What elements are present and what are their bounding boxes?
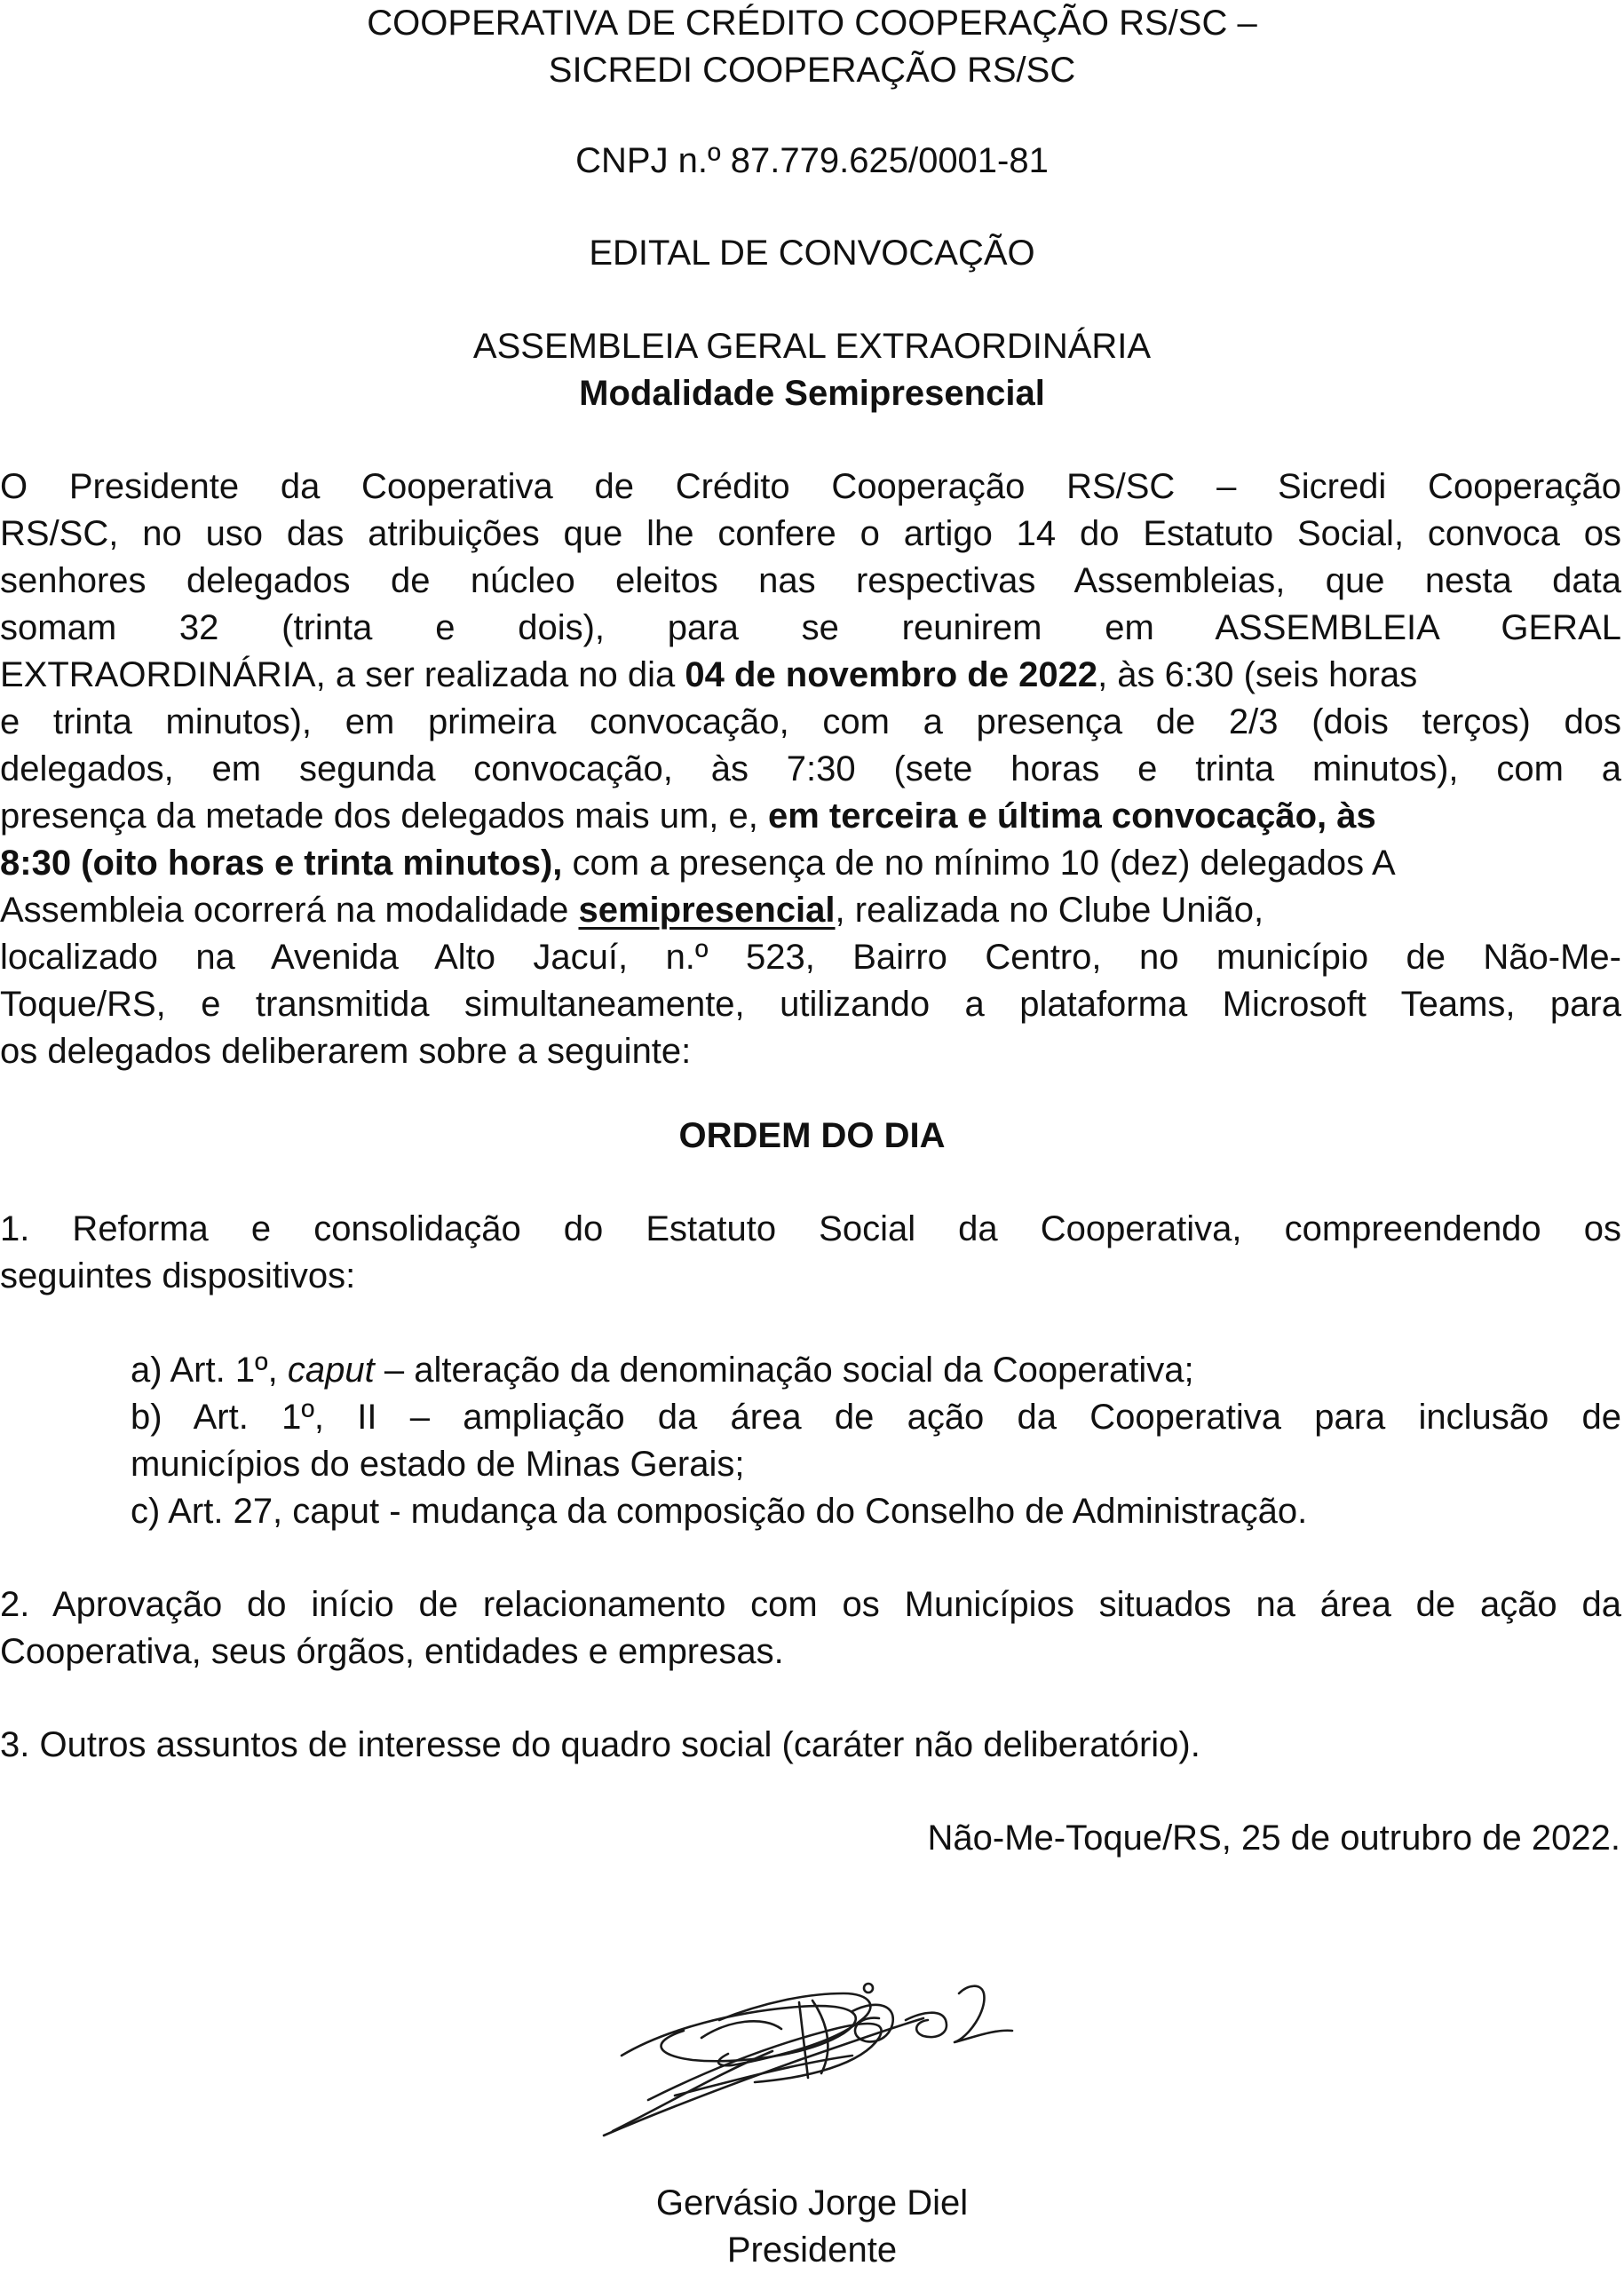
body-line: delegados, em segunda convocação, às 7:30 (sete horas e trinta minutos), com a — [0, 749, 1621, 788]
edital-title: EDITAL DE CONVOCAÇÃO — [589, 234, 1035, 273]
body-line: Toque/RS, e transmitida simultaneamente, utilizando a plataforma Microsoft Teams, para — [0, 985, 1621, 1024]
place-date: Não-Me-Toque/RS, 25 de outrubro de 2022. — [927, 1818, 1620, 1858]
subitem-c: c) Art. 27, caput - mudança da composição do Conselho de Administração. — [131, 1492, 1308, 1531]
subitem-b-cont: municípios do estado de Minas Gerais; — [131, 1445, 745, 1484]
body-line: localizado na Avenida Alto Jacuí, n.º 523, Bairro Centro, no município de Não-Me- — [0, 938, 1621, 977]
subitem-a — [131, 1347, 1194, 1394]
third-call-text: em terceira e última convocação, às — [767, 796, 1376, 836]
signatory-name: Gervásio Jorge Diel — [655, 2183, 969, 2222]
body-line — [0, 793, 1376, 840]
third-call-time: 8:30 (oito horas e trinta minutos), — [0, 844, 563, 883]
meeting-date: 04 de novembro de 2022 — [685, 655, 1098, 694]
body-text: com a presença de no mínimo 10 (dez) delegados A — [562, 844, 1396, 883]
body-text: Assembleia ocorrerá na modalidade — [0, 891, 579, 930]
body-line — [0, 887, 1264, 934]
body-line: somam 32 (trinta e dois), para se reunirem em ASSEMBLEIA GERAL — [0, 608, 1621, 647]
body-text: EXTRAORDINÁRIA, a ser realizada no dia — [0, 655, 685, 694]
body-text: , realizada no Clube União, — [835, 891, 1264, 930]
body-line — [0, 840, 1396, 887]
modalidade-title: Modalidade Semipresencial — [579, 374, 1045, 413]
body-line: e trinta minutos), em primeira convocação, com a presença de 2/3 (dois terços) dos — [0, 702, 1621, 741]
body-line: O Presidente da Cooperativa de Crédito Cooperação RS/SC – Sicredi Cooperação — [0, 467, 1621, 506]
body-line: os delegados deliberarem sobre a seguinte: — [0, 1032, 692, 1071]
signatory-role: Presidente — [726, 2230, 898, 2270]
body-line: RS/SC, no uso das atribuições que lhe confere o artigo 14 do Estatuto Social, convoca os — [0, 514, 1621, 553]
body-text: , às 6:30 (seis horas — [1097, 655, 1418, 694]
handwritten-signature — [586, 1967, 1083, 2144]
modality-emphasis: semipresencial — [578, 891, 836, 930]
agenda-item-2: 2. Aprovação do início de relacionamento com os Municípios situados na área de ação da — [0, 1585, 1621, 1624]
body-line — [0, 652, 1417, 699]
subitem-text: a) Art. 1º, — [131, 1351, 288, 1390]
cnpj: CNPJ n.º 87.779.625/0001-81 — [575, 141, 1049, 180]
header-line-1: COOPERATIVA DE CRÉDITO COOPERAÇÃO RS/SC – — [367, 4, 1257, 43]
subitem-b: b) Art. 1º, II – ampliação da área de ação da Cooperativa para inclusão de — [131, 1398, 1621, 1437]
agenda-item-3: 3. Outros assuntos de interesse do quadro social (caráter não deliberatório). — [0, 1725, 1200, 1764]
subitem-text: – alteração da denominação social da Cooperativa; — [374, 1351, 1194, 1390]
agenda-item-2-cont: Cooperativa, seus órgãos, entidades e empresas. — [0, 1632, 784, 1671]
agenda-item-1-cont: seguintes dispositivos: — [0, 1256, 356, 1295]
assembleia-title: ASSEMBLEIA GERAL EXTRAORDINÁRIA — [472, 327, 1152, 366]
body-text: presença da metade dos delegados mais um, e, — [0, 796, 768, 836]
header-line-2: SICREDI COOPERAÇÃO RS/SC — [548, 51, 1076, 90]
ordem-do-dia-title: ORDEM DO DIA — [678, 1116, 946, 1155]
agenda-item-1: 1. Reforma e consolidação do Estatuto Social da Cooperativa, compreendendo os — [0, 1209, 1621, 1248]
caput-italic: caput — [287, 1351, 375, 1390]
body-line: senhores delegados de núcleo eleitos nas respectivas Assembleias, que nesta data — [0, 561, 1621, 600]
